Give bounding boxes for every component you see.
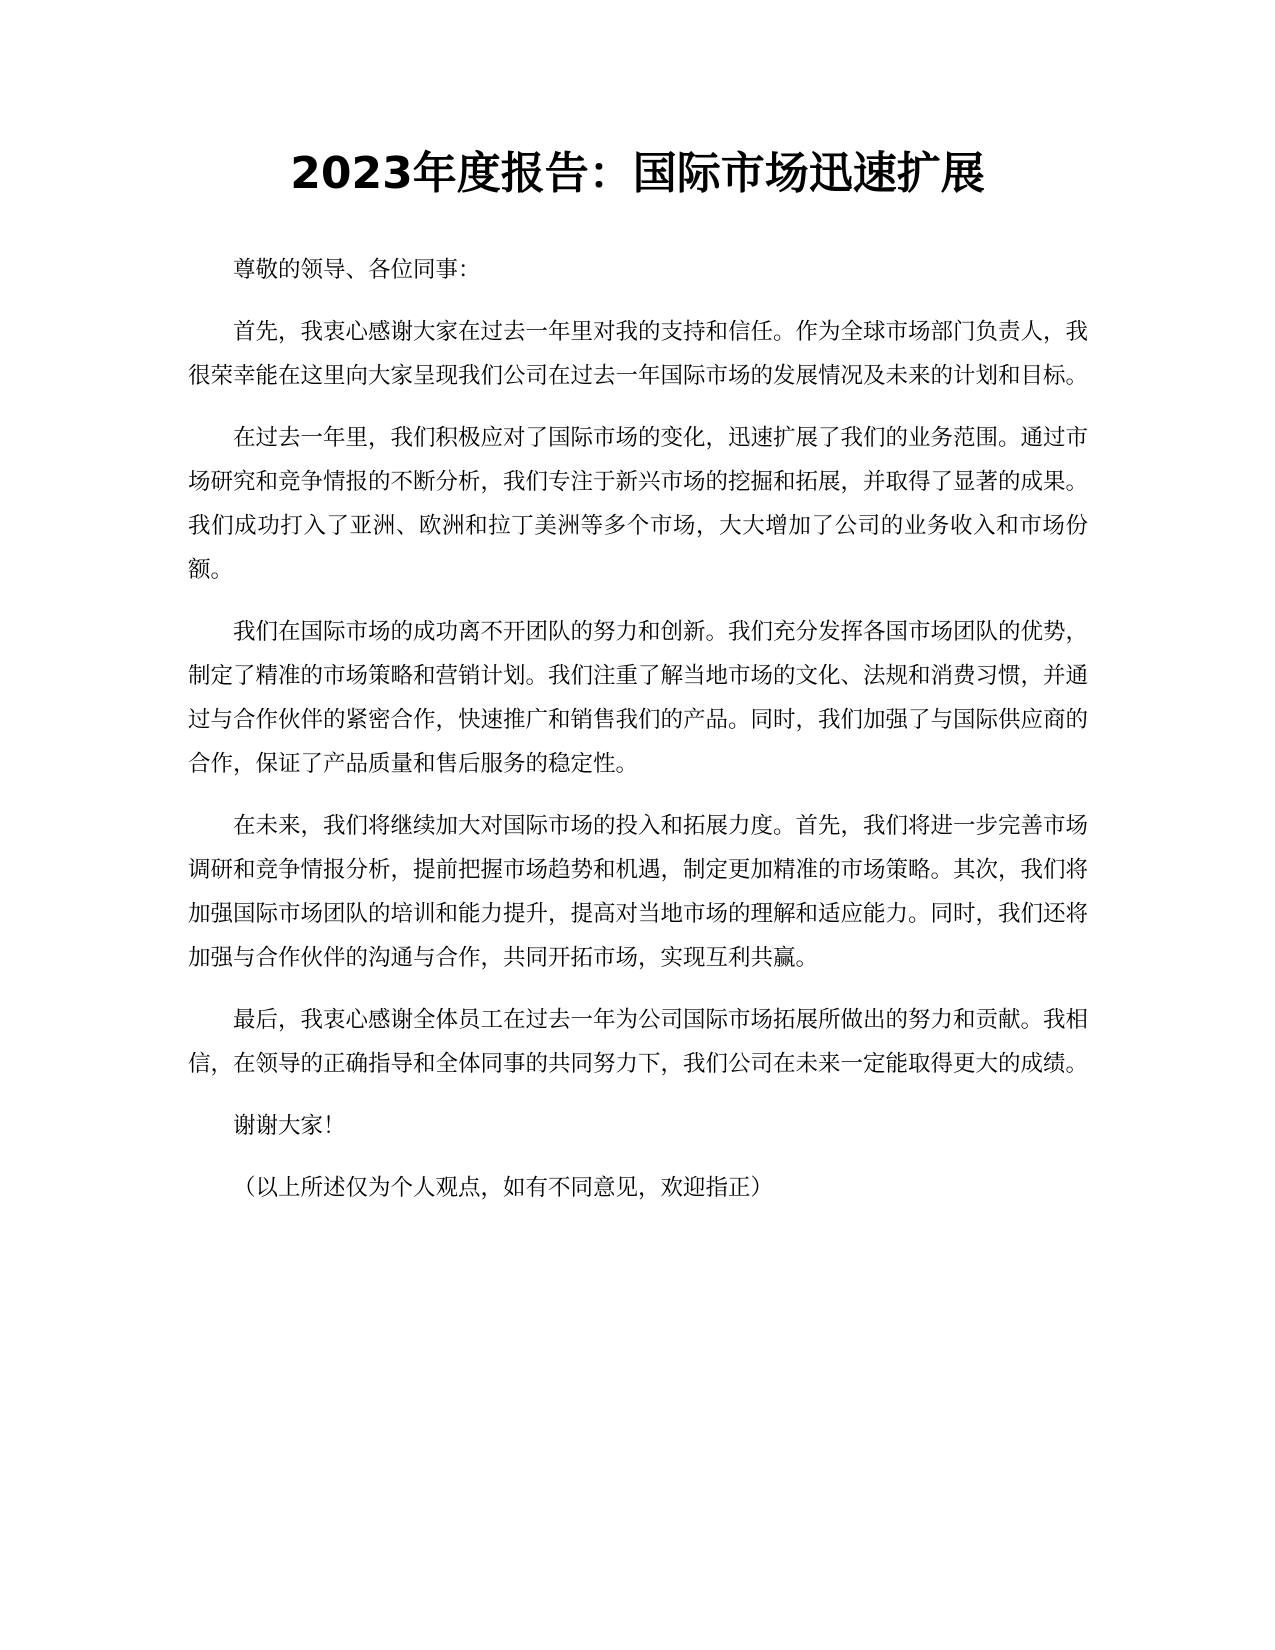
disclaimer-line: （以上所述仅为个人观点，如有不同意见，欢迎指正） [233, 1175, 774, 1201]
paragraph-team: 我们在国际市场的成功离不开团队的努力和创新。我们充分发挥各国市场团队的优势，制定了精准的市场策略和营销计划。我们注重了解当地市场的文化、法规和消费习惯，并通过与合作伙伴的紧密合作，快速推广和销售我们的产品。同时，我们加强了与国际供应商的合作，保证了产品质量和售后服务的稳定性。 [188, 619, 1089, 777]
paragraph-future: 在未来，我们将继续加大对国际市场的投入和拓展力度。首先，我们将进一步完善市场调研和竞争情报分析，提前把握市场趋势和机遇，制定更加精准的市场策略。其次，我们将加强国际市场团队的培训和能力提升，提高对当地市场的理解和适应能力。同时，我们还将加强与合作伙伴的沟通与合作，共同开拓市场，实现互利共赢。 [188, 813, 1089, 971]
thanks-line: 谢谢大家！ [233, 1113, 346, 1139]
paragraph-expansion: 在过去一年里，我们积极应对了国际市场的变化，迅速扩展了我们的业务范围。通过市场研究和竞争情报的不断分析，我们专注于新兴市场的挖掘和拓展，并取得了显著的成果。我们成功打入了亚洲、欧洲和拉丁美洲等多个市场，大大增加了公司的业务收入和市场份额。 [188, 425, 1089, 583]
salutation: 尊敬的领导、各位同事： [233, 257, 481, 283]
document-body [188, 248, 1088, 1228]
paragraph-intro: 首先，我衷心感谢大家在过去一年里对我的支持和信任。作为全球市场部门负责人，我很荣幸能在这里向大家呈现我们公司在过去一年国际市场的发展情况及未来的计划和目标。 [188, 319, 1089, 389]
paragraph-closing: 最后，我衷心感谢全体员工在过去一年为公司国际市场拓展所做出的努力和贡献。我相信，在领导的正确指导和全体同事的共同努力下，我们公司在未来一定能取得更大的成绩。 [188, 1007, 1089, 1077]
document-title: 2023年度报告：国际市场迅速扩展 [290, 148, 985, 199]
